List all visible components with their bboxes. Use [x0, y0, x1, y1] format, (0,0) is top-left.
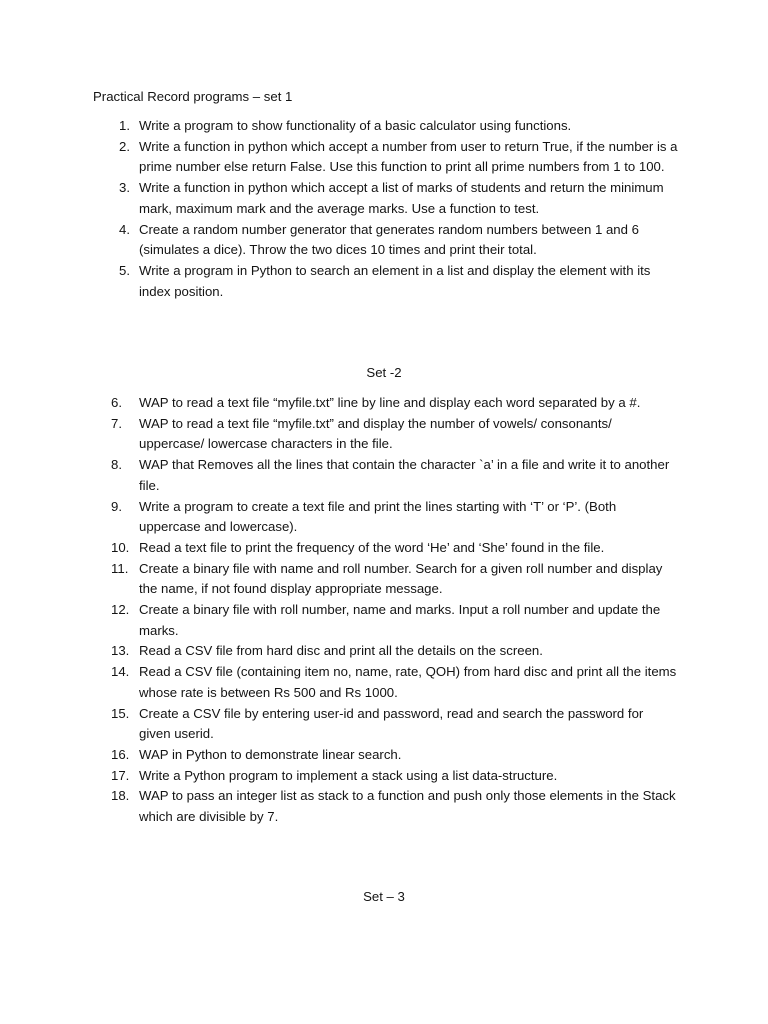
item-text: Write a Python program to implement a stack using a list data-structure. [139, 767, 558, 783]
item-number: 18. [111, 788, 130, 804]
item-number: 13. [111, 643, 130, 659]
item-number: 8. [111, 457, 122, 473]
list-item [0, 414, 768, 455]
set2-program-list [0, 393, 768, 828]
list-item [0, 497, 768, 538]
item-number: 7. [111, 415, 122, 431]
item-text: Write a function in python which accept a number from user to return True, if the number is a prime number else return False. Use this function to print all prime numbers from 1 to 100. [139, 138, 678, 175]
item-text: Write a function in python which accept a list of marks of students and return the minimum mark, maximum mark and the average marks. Use a function to test. [139, 180, 664, 216]
list-item [0, 393, 768, 414]
item-number: 5. [119, 262, 130, 278]
item-text: Write a program to show functionality of a basic calculator using functions. [139, 118, 572, 133]
set3-heading: Set – 3 [363, 889, 405, 904]
item-text: Read a CSV file from hard disc and print all the details on the screen. [139, 643, 543, 659]
item-text: Read a text file to print the frequency of the word ‘He’ and ‘She’ found in the file. [139, 539, 605, 555]
item-number: 15. [111, 705, 130, 721]
item-number: 3. [119, 180, 130, 196]
item-number: 6. [111, 395, 122, 410]
list-item [0, 745, 768, 766]
item-number: 12. [111, 602, 130, 618]
item-number: 17. [111, 767, 130, 783]
list-item [0, 116, 768, 137]
list-item [0, 220, 768, 261]
item-number: 11. [111, 560, 129, 576]
list-item [0, 662, 768, 703]
item-text: WAP that Removes all the lines that contain the character `a’ in a file and write it to another file. [139, 457, 670, 493]
list-item [0, 600, 768, 641]
list-item [0, 704, 768, 745]
item-number: 1. [119, 118, 130, 133]
item-text: WAP in Python to demonstrate linear search. [139, 746, 402, 762]
set2-heading: Set -2 [366, 365, 402, 380]
item-text: WAP to pass an integer list as stack to a function and push only those elements in the Stack which are divisible by 7. [139, 788, 676, 825]
item-text: Read a CSV file (containing item no, name, rate, QOH) from hard disc and print all the items whose rate is between Rs 500 and Rs 1000. [139, 664, 677, 700]
item-number: 14. [111, 664, 130, 680]
item-number: 10. [111, 539, 130, 555]
list-item [0, 261, 768, 302]
item-number: 16. [111, 746, 130, 762]
item-number: 4. [119, 221, 130, 237]
document-title: Practical Record programs – set 1 [93, 89, 293, 104]
item-number: 9. [111, 498, 122, 514]
list-item [0, 786, 768, 827]
item-text: Create a binary file with roll number, name and marks. Input a roll number and update the marks. [139, 602, 661, 638]
item-number: 2. [119, 138, 130, 154]
item-text: Create a binary file with name and roll number. Search for a given roll number and display the name, if not found display appropriate message. [139, 560, 663, 597]
list-item [0, 641, 768, 662]
item-text: WAP to read a text file “myfile.txt” line by line and display each word separated by a #. [139, 395, 641, 410]
list-item [0, 455, 768, 496]
item-text: WAP to read a text file “myfile.txt” and display the number of vowels/ consonants/ uppercase/ lowercase characters in the file. [139, 415, 612, 452]
set1-program-list [0, 116, 768, 302]
list-item [0, 178, 768, 219]
list-item [0, 137, 768, 178]
list-item [0, 538, 768, 559]
item-text: Write a program in Python to search an element in a list and display the element with its index position. [139, 262, 651, 299]
list-item [0, 559, 768, 600]
item-text: Create a CSV file by entering user-id and password, read and search the password for given userid. [139, 705, 644, 742]
item-text: Create a random number generator that generates random numbers between 1 and 6 (simulates a dice). Throw the two dices 10 times and print their total. [139, 221, 639, 258]
list-item [0, 766, 768, 787]
item-text: Write a program to create a text file and print the lines starting with ‘T’ or ‘P’. (Both uppercase and lowercase). [139, 498, 617, 535]
